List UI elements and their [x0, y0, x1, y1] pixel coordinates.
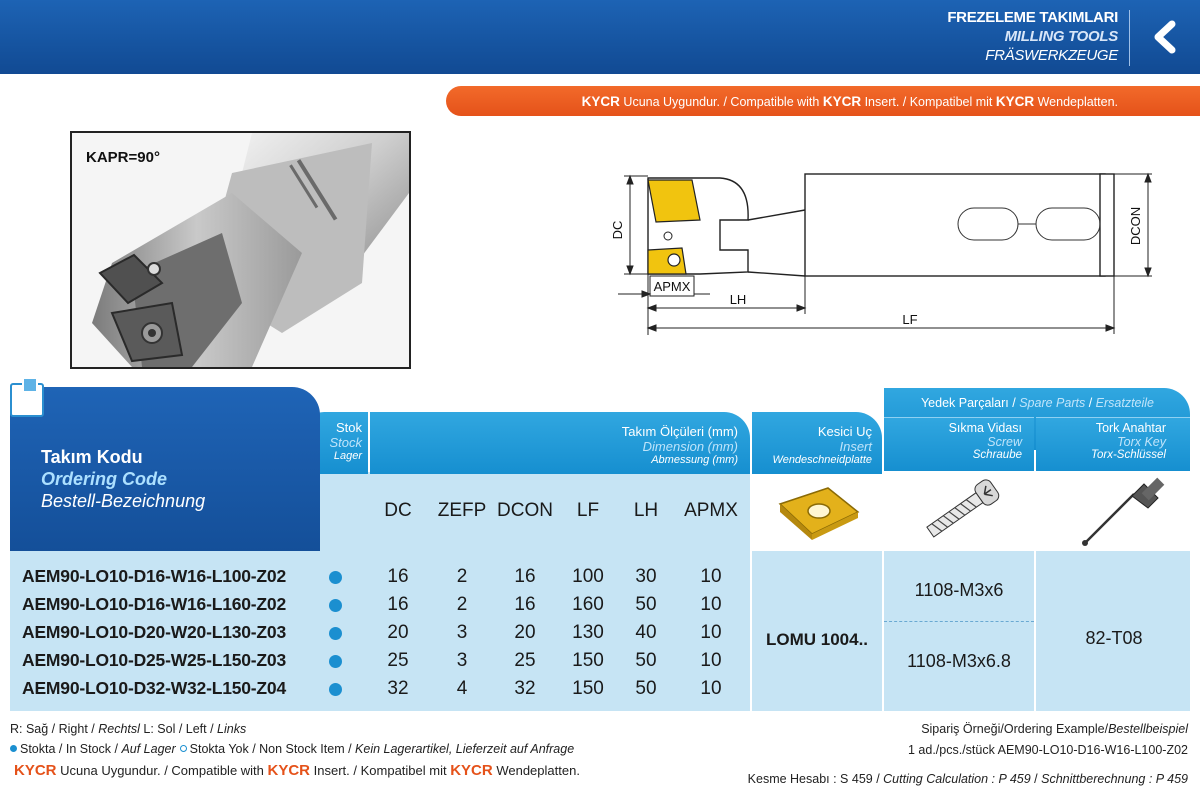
legend [10, 719, 574, 759]
banner-kycr-2: KYCR [822, 93, 862, 109]
cell-zefp: 2 [456, 566, 468, 587]
screw-code-1: 1108-M3x6 [914, 580, 1004, 600]
stock-en: Stock [329, 435, 362, 450]
legend-rl-c: L: Sol / Left / [139, 722, 218, 736]
stock-tr: Stok [335, 420, 362, 435]
calc-d: Schnittberechnung : P 459 [1041, 772, 1188, 786]
kapr-label: KAPR=90° [86, 149, 160, 166]
cell-dcon: 20 [514, 622, 536, 643]
calc-b: Cutting Calculation : P 459 [883, 772, 1031, 786]
cell-lf: 160 [572, 594, 604, 615]
no-stock-bullet-icon [180, 745, 187, 752]
key-tr: Tork Anahtar [1095, 421, 1166, 435]
header-title-block [947, 8, 1118, 65]
dimension-header [370, 412, 750, 474]
shank-outline [805, 174, 1105, 276]
compatibility-banner [446, 86, 1200, 116]
cell-apmx: 10 [700, 594, 722, 615]
in-stock-icon [329, 655, 342, 668]
ordering-code: AEM90-LO10-D25-W25-L150-Z03 [22, 650, 286, 670]
cell-dc: 32 [387, 678, 409, 699]
legend-stock-c: Stokta Yok / Non Stock Item / [189, 742, 356, 756]
cell-lh: 50 [635, 594, 657, 615]
dimension-tr: Takım Ölçüleri (mm) [621, 424, 738, 439]
order-example-title [748, 719, 1188, 740]
key-de: Torx-Schlüssel [1091, 449, 1166, 461]
header-title-de: FRÄSWERKZEUGE [985, 47, 1118, 64]
legend-rl-d: Links [217, 722, 247, 736]
table-row[interactable] [10, 647, 742, 675]
banner-text-2: Insert. / Kompatibel mit [861, 94, 996, 109]
chevron-left-icon[interactable] [1150, 20, 1180, 54]
footer-kycr-text-2: Insert. / Kompatibel mit [310, 763, 451, 778]
ordering-code: AEM90-LO10-D20-W20-L130-Z03 [22, 622, 286, 642]
col-head-apmx: APMX [684, 500, 738, 521]
table-row[interactable] [10, 563, 742, 591]
ordering-code-header [10, 387, 320, 551]
order-example-a: Sipariş Örneği/Ordering Example/ [921, 722, 1109, 736]
ordering-code-tr: Takım Kodu [41, 447, 143, 467]
header-title-en: MILLING TOOLS [1004, 28, 1118, 45]
banner-kycr-1: KYCR [581, 93, 620, 109]
key-header [1036, 417, 1190, 471]
footer-kycr-1: KYCR [14, 762, 57, 779]
corner-square-icon [10, 383, 44, 417]
banner-kycr-3: KYCR [995, 93, 1035, 109]
col-head-dcon: DCON [497, 500, 553, 521]
banner-text-1: Ucuna Uygundur. / Compatible with [619, 94, 823, 109]
cell-lh: 50 [635, 650, 657, 671]
cell-dcon: 32 [514, 678, 536, 699]
banner-text-3: Wendeplatten. [1034, 94, 1118, 109]
cell-zefp: 4 [456, 678, 468, 699]
end-mill-illustration [72, 133, 409, 367]
cell-dc: 20 [387, 622, 409, 643]
spare-sep-2: / [1085, 396, 1096, 410]
order-example-b: Bestellbeispiel [1108, 722, 1188, 736]
legend-stock-d: Kein Lagerartikel, Lieferzeit auf Anfrage [355, 742, 575, 756]
insert-top [648, 180, 700, 222]
cell-dcon: 25 [514, 650, 536, 671]
cell-lh: 40 [635, 622, 657, 643]
apmx-label: APMX [653, 279, 691, 294]
insert-tr: Kesici Uç [817, 424, 872, 439]
footer-kycr-text-3: Wendeplatten. [492, 763, 580, 778]
cell-lf: 100 [572, 566, 604, 587]
cell-lf: 130 [572, 622, 604, 643]
screw-header [884, 417, 1034, 471]
in-stock-icon [329, 683, 342, 696]
dcon-label: DCON [1128, 206, 1143, 246]
legend-stock-a: Stokta / In Stock / [20, 742, 122, 756]
dimension-en: Dimension (mm) [642, 439, 738, 454]
footer-kycr-text-1: Ucuna Uygundur. / Compatible with [56, 763, 268, 778]
screw-tr: Sıkma Vidası [948, 421, 1022, 435]
col-head-lf: LF [576, 500, 600, 521]
cell-apmx: 10 [700, 566, 722, 587]
cell-lh: 30 [635, 566, 657, 587]
cell-dc: 16 [387, 566, 409, 587]
spare-parts-title [921, 396, 1154, 410]
dc-label: DC [610, 220, 625, 240]
spare-tr: Yedek Parçaları [920, 396, 1009, 410]
lh-label: LH [729, 292, 747, 307]
screw-icon [884, 472, 1034, 551]
calc-a: Kesme Hesabı : S 459 / [747, 772, 884, 786]
calc-c: / [1030, 772, 1042, 786]
dimension-de: Abmessung (mm) [651, 454, 738, 466]
cell-apmx: 10 [700, 678, 722, 699]
screw-image-panel [884, 472, 1034, 551]
cell-apmx: 10 [700, 622, 722, 643]
ordering-code: AEM90-LO10-D16-W16-L100-Z02 [22, 566, 286, 586]
page-header [0, 0, 1200, 74]
in-stock-icon [329, 599, 342, 612]
cell-zefp: 3 [456, 650, 468, 671]
stock-de: Lager [333, 450, 362, 462]
product-table [10, 383, 1190, 713]
cell-dcon: 16 [514, 566, 536, 587]
insert-image-panel [752, 472, 882, 551]
insert-header [752, 412, 882, 474]
lf-label: LF [902, 312, 918, 327]
legend-rl-b: Rechtsl [98, 722, 140, 736]
key-en: Torx Key [1117, 435, 1166, 449]
torx-key-icon [1036, 472, 1190, 551]
insert-code: LOMU 1004.. [766, 630, 869, 649]
header-divider [1129, 10, 1130, 66]
spare-de: Ersatzteile [1095, 396, 1154, 410]
footer-kycr-2: KYCR [267, 762, 311, 779]
footer-kycr-3: KYCR [450, 762, 493, 779]
table-row[interactable] [10, 591, 742, 619]
key-code: 82-T08 [1085, 628, 1143, 648]
in-stock-icon [329, 627, 342, 640]
legend-rl-a: R: Sağ / Right / [10, 722, 99, 736]
legend-right-left [10, 719, 574, 739]
screw-code-bg [884, 551, 1034, 711]
order-example-line: 1 ad./pcs./stück AEM90-LO10-D16-W16-L100-Z02 [908, 743, 1188, 757]
insert-de: Wendeschneidplatte [772, 454, 872, 466]
col-head-zefp: ZEFP [437, 500, 487, 521]
legend-stock-b: Auf Lager [121, 742, 176, 756]
spare-sep-1: / [1008, 396, 1020, 410]
col-head-dc: DC [384, 500, 412, 521]
footer-compatibility [14, 762, 580, 779]
screw-divider [884, 621, 1034, 622]
cell-dc: 16 [387, 594, 409, 615]
screw-code-2: 1108-M3x6.8 [907, 651, 1011, 671]
legend-stock [10, 739, 574, 759]
cell-lf: 150 [572, 678, 604, 699]
cell-dc: 25 [387, 650, 409, 671]
technical-drawing [600, 150, 1160, 340]
in-stock-bullet-icon [10, 745, 17, 752]
cell-zefp: 2 [456, 594, 468, 615]
insert-en: Insert [839, 439, 872, 454]
screw-en: Screw [987, 435, 1022, 449]
cell-apmx: 10 [700, 650, 722, 671]
screw-de: Schraube [972, 449, 1022, 461]
in-stock-icon [329, 571, 342, 584]
key-image-panel [1036, 472, 1190, 551]
table-row[interactable] [10, 619, 742, 647]
cell-lh: 50 [635, 678, 657, 699]
cell-dcon: 16 [514, 594, 536, 615]
ordering-code: AEM90-LO10-D16-W16-L160-Z02 [22, 594, 286, 614]
cell-lf: 150 [572, 650, 604, 671]
ordering-code: AEM90-LO10-D32-W32-L150-Z04 [22, 678, 286, 698]
table-row[interactable] [10, 675, 742, 703]
ordering-code-de: Bestell-Bezeichnung [41, 491, 206, 511]
col-head-lh: LH [633, 500, 659, 521]
order-example [748, 719, 1188, 790]
insert-icon [752, 472, 882, 551]
ordering-code-en: Ordering Code [41, 469, 168, 489]
spare-en: Spare Parts [1019, 396, 1086, 410]
header-title-tr: FREZELEME TAKIMLARI [947, 9, 1118, 26]
product-photo [70, 131, 411, 369]
cell-zefp: 3 [456, 622, 468, 643]
cutting-calculation [748, 769, 1188, 790]
